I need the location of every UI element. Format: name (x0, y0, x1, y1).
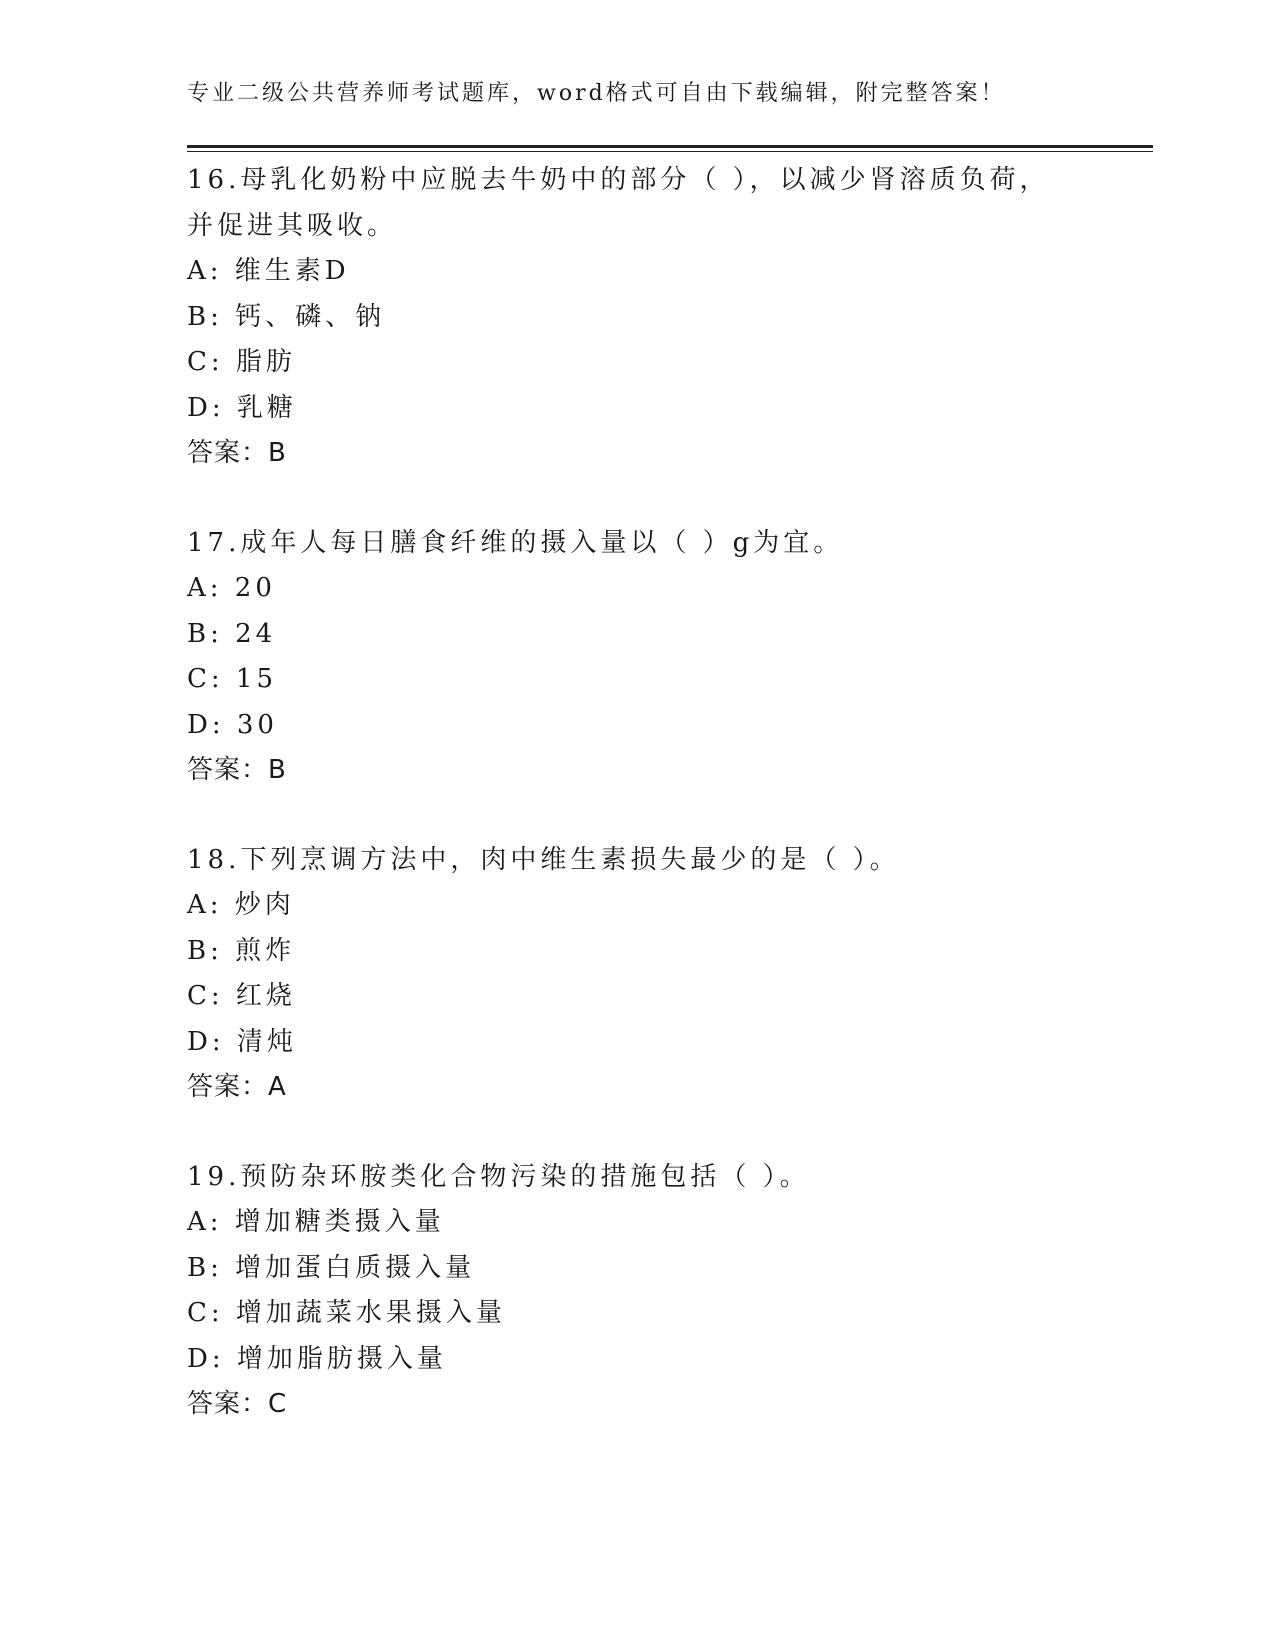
question-18 (187, 838, 1147, 1111)
question-19 (187, 1155, 1147, 1428)
option-d: D: 清炖 (187, 1026, 297, 1057)
question-text: 17.成年人每日膳食纤维的摄入量以（ ）g为宜。 (187, 527, 844, 558)
option-c: C: 红烧 (187, 981, 296, 1011)
option-b: B: 增加蛋白质摄入量 (187, 1252, 476, 1283)
answer: 答案：C (187, 1389, 288, 1419)
question-text: 16.母乳化奶粉中应脱去牛奶中的部分（ ），以减少肾溶质负荷， (187, 165, 1050, 195)
option-d: D: 乳糖 (187, 392, 297, 423)
question-text: 并促进其吸收。 (187, 210, 398, 241)
answer: 答案：A (187, 1072, 287, 1102)
question-17 (187, 521, 1147, 794)
question-16 (187, 158, 1147, 477)
option-a: A: 增加糖类摄入量 (187, 1207, 445, 1237)
question-spacer (187, 794, 1147, 838)
answer: 答案：B (187, 438, 287, 468)
question-list (187, 158, 1147, 1428)
option-a: A: 维生素D (187, 256, 350, 286)
header-rule-thin (187, 151, 1153, 152)
option-b: B: 煎炸 (187, 935, 296, 966)
question-text: 19.预防杂环胺类化合物污染的措施包括（ ）。 (187, 1161, 810, 1192)
page-header: 专业二级公共营养师考试题库，word格式可自由下载编辑，附完整答案！ (187, 81, 1006, 106)
question-text: 18.下列烹调方法中，肉中维生素损失最少的是（ ）。 (187, 844, 900, 875)
option-d: D: 增加脂肪摄入量 (187, 1343, 447, 1374)
header-rule-thick (187, 145, 1153, 148)
option-c: C: 15 (187, 664, 278, 694)
question-spacer (187, 1111, 1147, 1155)
question-spacer (187, 477, 1147, 521)
option-c: C: 脂肪 (187, 347, 296, 377)
option-b: B: 钙、磷、钠 (187, 301, 386, 332)
option-a: A: 炒肉 (187, 890, 295, 920)
option-b: B: 24 (187, 618, 277, 649)
answer: 答案：B (187, 755, 287, 785)
option-a: A: 20 (187, 573, 276, 603)
option-c: C: 增加蔬菜水果摄入量 (187, 1298, 506, 1328)
option-d: D: 30 (187, 709, 278, 740)
